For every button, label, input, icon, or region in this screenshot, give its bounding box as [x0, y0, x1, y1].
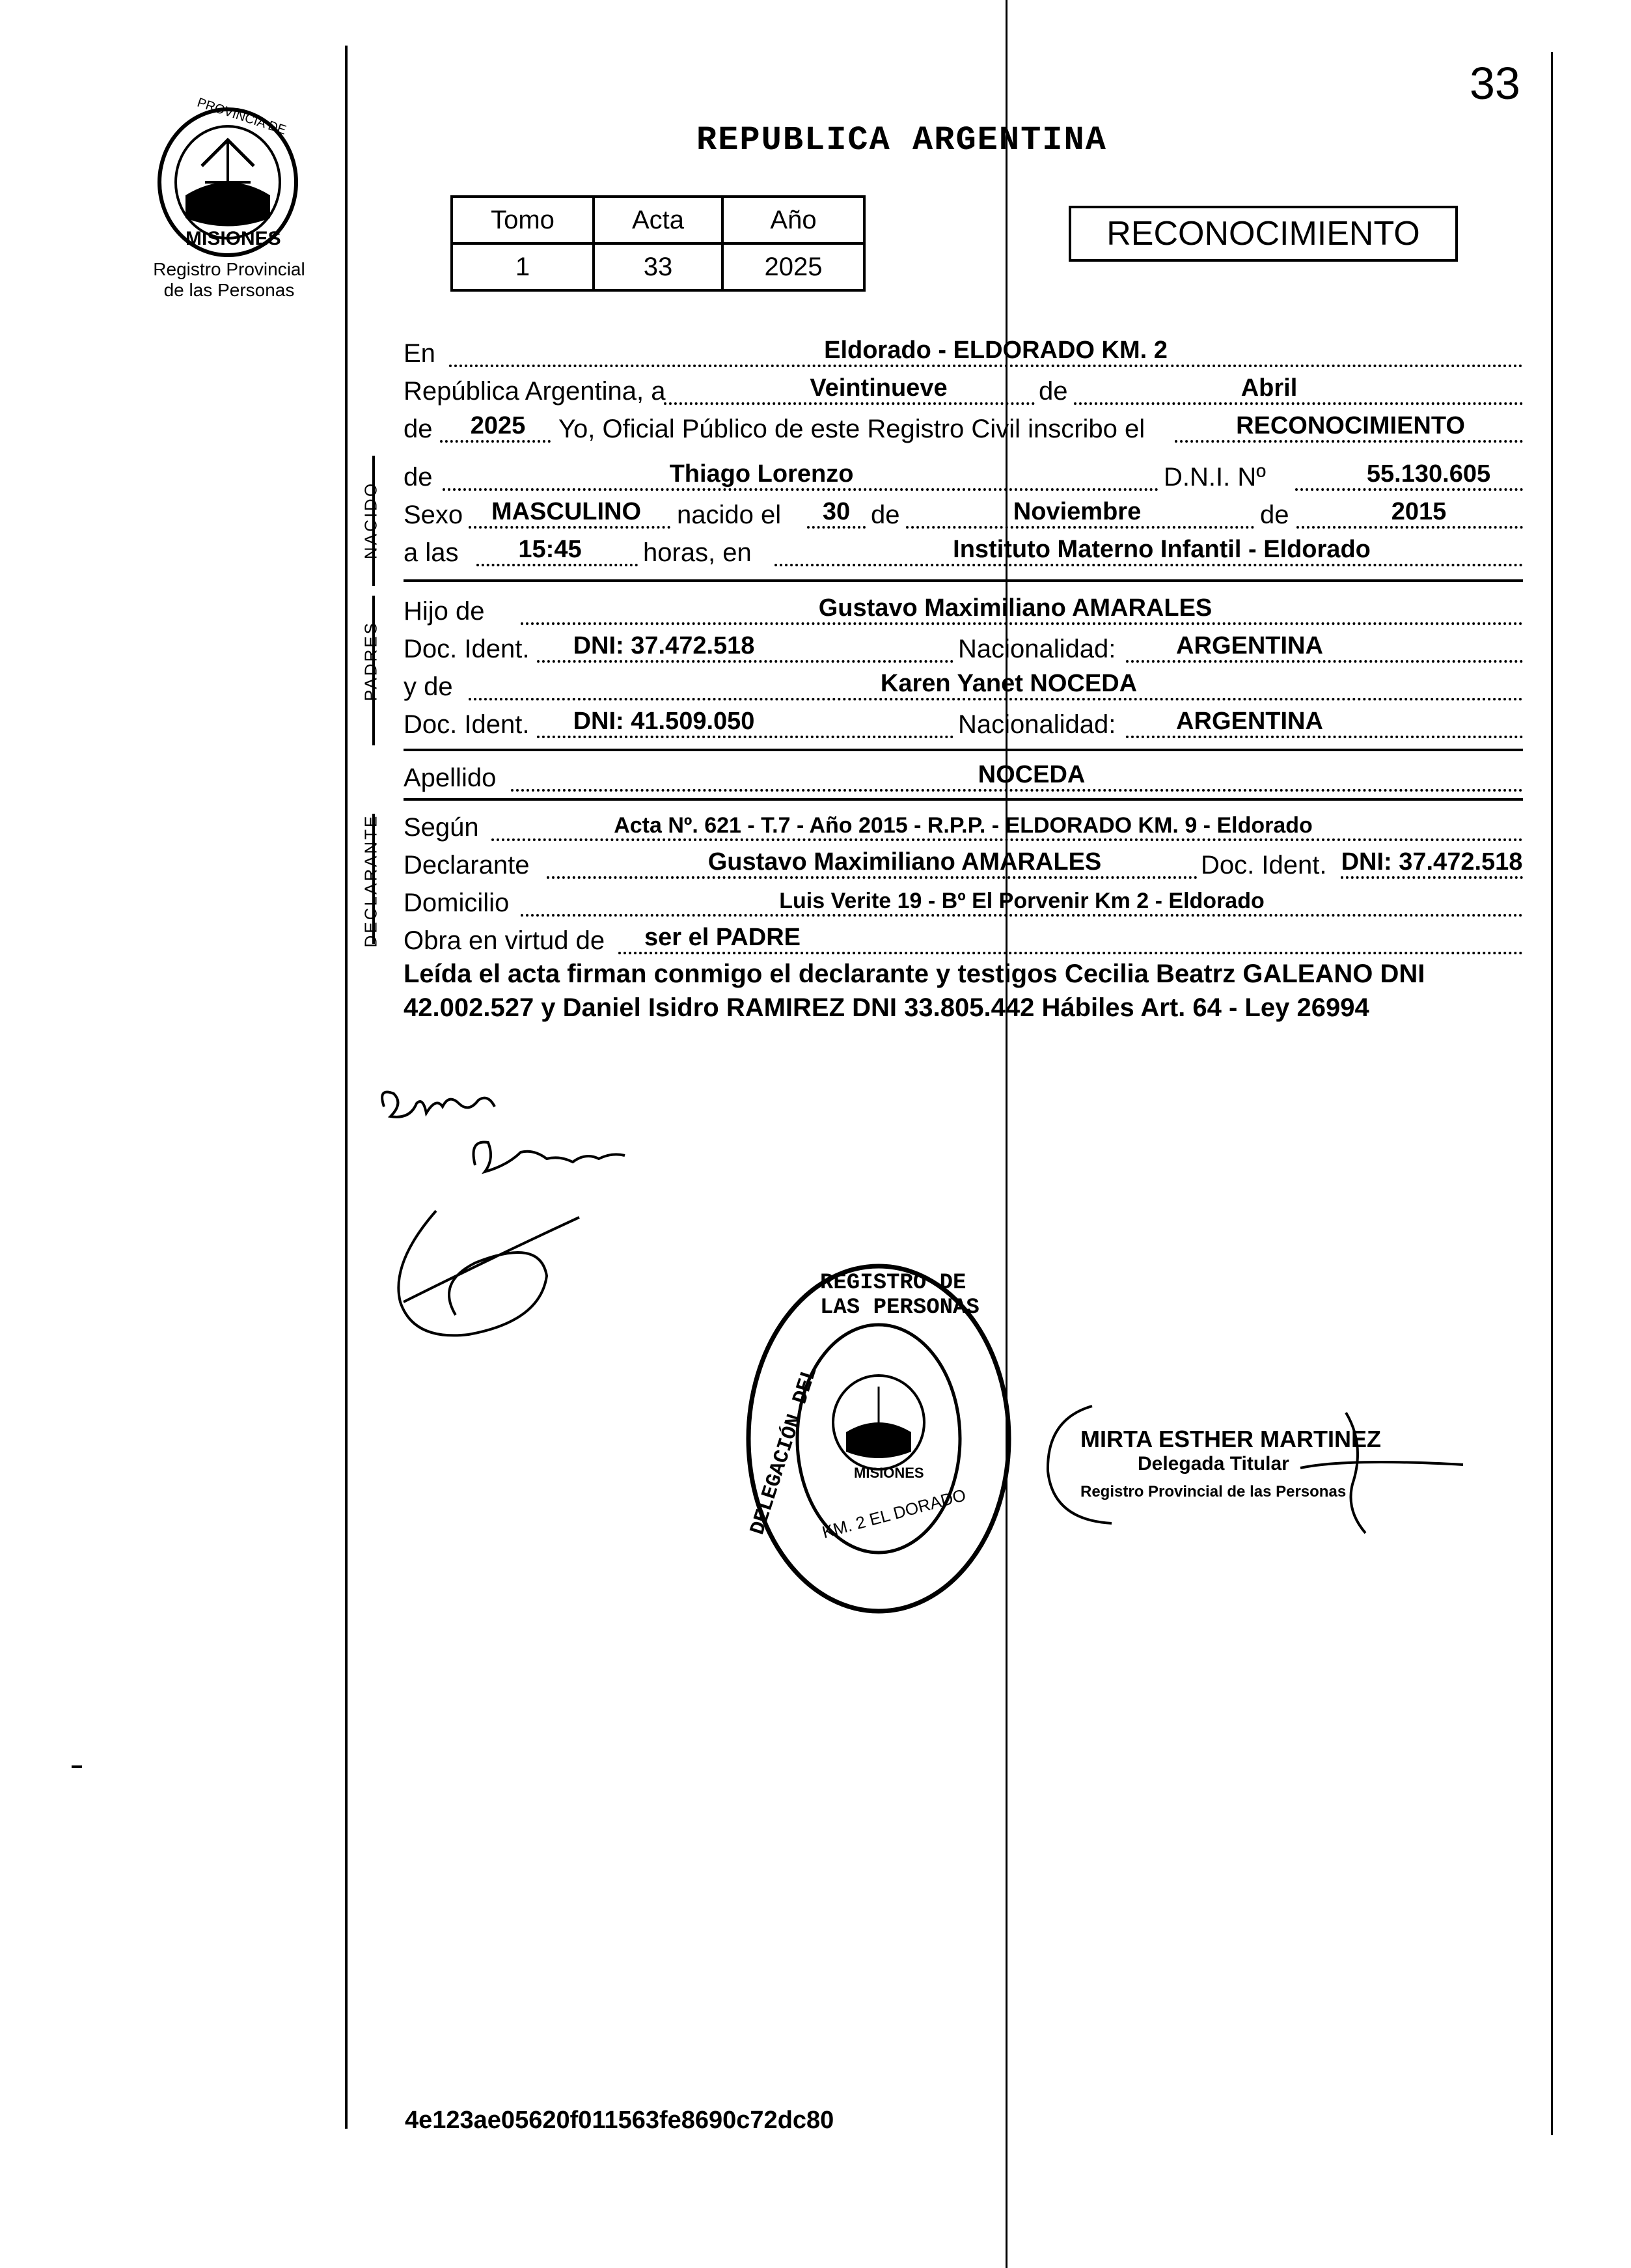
date-month: Abril — [1240, 374, 1298, 402]
obra-value: ser el PADRE — [644, 924, 801, 951]
date-day: Veintinueve — [810, 374, 948, 402]
nacido-time-row — [404, 531, 1523, 570]
mother-doc: DNI: 41.509.050 — [573, 708, 755, 735]
domicilio-label: Domicilio — [404, 889, 510, 917]
place-row — [404, 332, 1523, 371]
mother-doc-row — [404, 703, 1523, 742]
stray-mark — [72, 1765, 82, 1768]
official-role: Delegada Titular — [1138, 1453, 1289, 1474]
nacido-name-label: de — [404, 463, 433, 491]
place-label: En — [404, 339, 435, 368]
section-declarante: DECLARANTE — [361, 814, 381, 948]
record-table — [450, 195, 866, 292]
place-value: Eldorado - ELDORADO KM. 2 — [824, 337, 1168, 364]
declarante-name: Gustavo Maximiliano AMARALES — [707, 848, 1102, 876]
separator-padres — [404, 749, 1523, 751]
segun-row — [404, 806, 1523, 845]
record-type-box: RECONOCIMIENTO — [1069, 206, 1458, 262]
mother-row — [404, 665, 1523, 704]
segun-label: Según — [404, 813, 479, 842]
table-value-tomo: 1 — [452, 243, 594, 290]
stamp-inner-bottom: KM. 2 EL DORADO — [819, 1485, 968, 1542]
seal-text-top: PROVINCIA DE — [195, 95, 288, 138]
nacido-at-label: a las — [404, 538, 459, 567]
declarante-doc-label: Doc. Ident. — [1201, 851, 1327, 879]
official-org: Registro Provincial de las Personas — [1080, 1483, 1347, 1500]
declarante-label: Declarante — [404, 851, 530, 879]
year-value: 2025 — [470, 412, 526, 439]
separator-apellido — [404, 798, 1523, 801]
logo-caption-1: Registro Provincial — [153, 259, 305, 279]
closing-text: Leída el acta firman conmigo el declarante y testigos Cecilia Beatrz GALEANO DNI 42.002.527 y Daniel Isidro RAMIREZ DNI 33.805.442 Hábiles Art. 64 - Ley 26994 — [404, 960, 1425, 1022]
nacido-hours-label: horas, en — [643, 538, 752, 567]
obra-label: Obra en virtud de — [404, 926, 605, 955]
nacido-de2: de — [1260, 501, 1289, 529]
mother-nat: ARGENTINA — [1176, 708, 1323, 735]
header-title: REPUBLICA ARGENTINA — [696, 121, 1107, 159]
father-label: Hijo de — [404, 597, 485, 626]
province-seal-logo — [150, 95, 306, 260]
father-row — [404, 590, 1523, 629]
declarant-signature — [364, 1068, 703, 1361]
nacido-day: 30 — [822, 498, 851, 525]
seal-text-bottom: MISIONES — [185, 228, 281, 249]
father-nat: ARGENTINA — [1176, 632, 1323, 659]
nacido-month: Noviembre — [1013, 498, 1142, 525]
nacido-sex-label: Sexo — [404, 501, 463, 529]
nacido-born-label: nacido el — [677, 501, 782, 529]
mother-nat-label: Nacionalidad: — [958, 710, 1116, 739]
date-label: República Argentina, a — [404, 377, 666, 406]
nacido-name-row — [404, 456, 1523, 495]
logo-caption-2: de las Personas — [163, 280, 295, 300]
delegation-stamp — [742, 1256, 1015, 1621]
left-margin-line — [345, 46, 348, 2129]
right-margin-line — [1551, 52, 1553, 2135]
segun-value: Acta Nº. 621 - T.7 - Año 2015 - R.P.P. - ELDORADO KM. 9 - Eldorado — [614, 813, 1313, 838]
date-de-label: de — [1039, 377, 1068, 406]
table-header-anio: Año — [722, 197, 864, 243]
nacido-dni: 55.130.605 — [1366, 460, 1491, 488]
nacido-de1: de — [871, 501, 900, 529]
nacido-year: 2015 — [1391, 498, 1447, 525]
section-nacido: NACIDO — [361, 481, 381, 560]
declarante-row — [404, 844, 1523, 883]
nacido-sex: MASCULINO — [491, 498, 642, 525]
domicilio-row — [404, 881, 1523, 920]
apellido-value: NOCEDA — [978, 761, 1086, 788]
father-doc: DNI: 37.472.518 — [573, 632, 755, 659]
father-name: Gustavo Maximiliano AMARALES — [818, 594, 1213, 622]
mother-name: Karen Yanet NOCEDA — [880, 670, 1138, 697]
stamp-ring-left: DELEGACIÓN DEL — [745, 1363, 823, 1538]
nacido-sex-row — [404, 493, 1523, 532]
nacido-dni-label: D.N.I. Nº — [1164, 463, 1266, 491]
nacido-place: Instituto Materno Infantil - Eldorado — [953, 536, 1371, 563]
section-padres: PADRES — [361, 621, 381, 701]
year-text: Yo, Oficial Público de este Registro Civil inscribo el — [558, 415, 1145, 443]
mother-doc-label: Doc. Ident. — [404, 710, 530, 739]
document-hash: 4e123ae05620f011563fe8690c72dc80 — [405, 2107, 834, 2134]
stamp-ring-top: REGISTRO DE LAS PERSONAS — [820, 1271, 980, 1320]
father-doc-row — [404, 628, 1523, 667]
table-header-acta: Acta — [594, 197, 722, 243]
year-row — [404, 408, 1523, 447]
apellido-label: Apellido — [404, 764, 497, 792]
declarante-doc: DNI: 37.472.518 — [1341, 848, 1523, 876]
official-signature-stamp — [1040, 1393, 1483, 1543]
table-value-anio: 2025 — [722, 243, 864, 290]
separator-nacido — [404, 579, 1523, 582]
stamp-inner-seal: MISIONES — [854, 1465, 924, 1481]
obra-row — [404, 919, 1523, 958]
apellido-row — [404, 756, 1523, 795]
table-header-tomo: Tomo — [452, 197, 594, 243]
father-doc-label: Doc. Ident. — [404, 635, 530, 663]
year-de-label: de — [404, 415, 433, 443]
official-name: MIRTA ESTHER MARTINEZ — [1080, 1426, 1381, 1452]
nacido-time: 15:45 — [518, 536, 582, 563]
nacido-name: Thiago Lorenzo — [669, 460, 854, 488]
year-act: RECONOCIMIENTO — [1236, 412, 1465, 439]
date-row — [404, 370, 1523, 409]
father-nat-label: Nacionalidad: — [958, 635, 1116, 663]
domicilio-value: Luis Verite 19 - Bº El Porvenir Km 2 - Eldorado — [779, 889, 1265, 913]
mother-label: y de — [404, 672, 453, 701]
page-number: 33 — [1470, 58, 1520, 109]
table-value-acta: 33 — [594, 243, 722, 290]
